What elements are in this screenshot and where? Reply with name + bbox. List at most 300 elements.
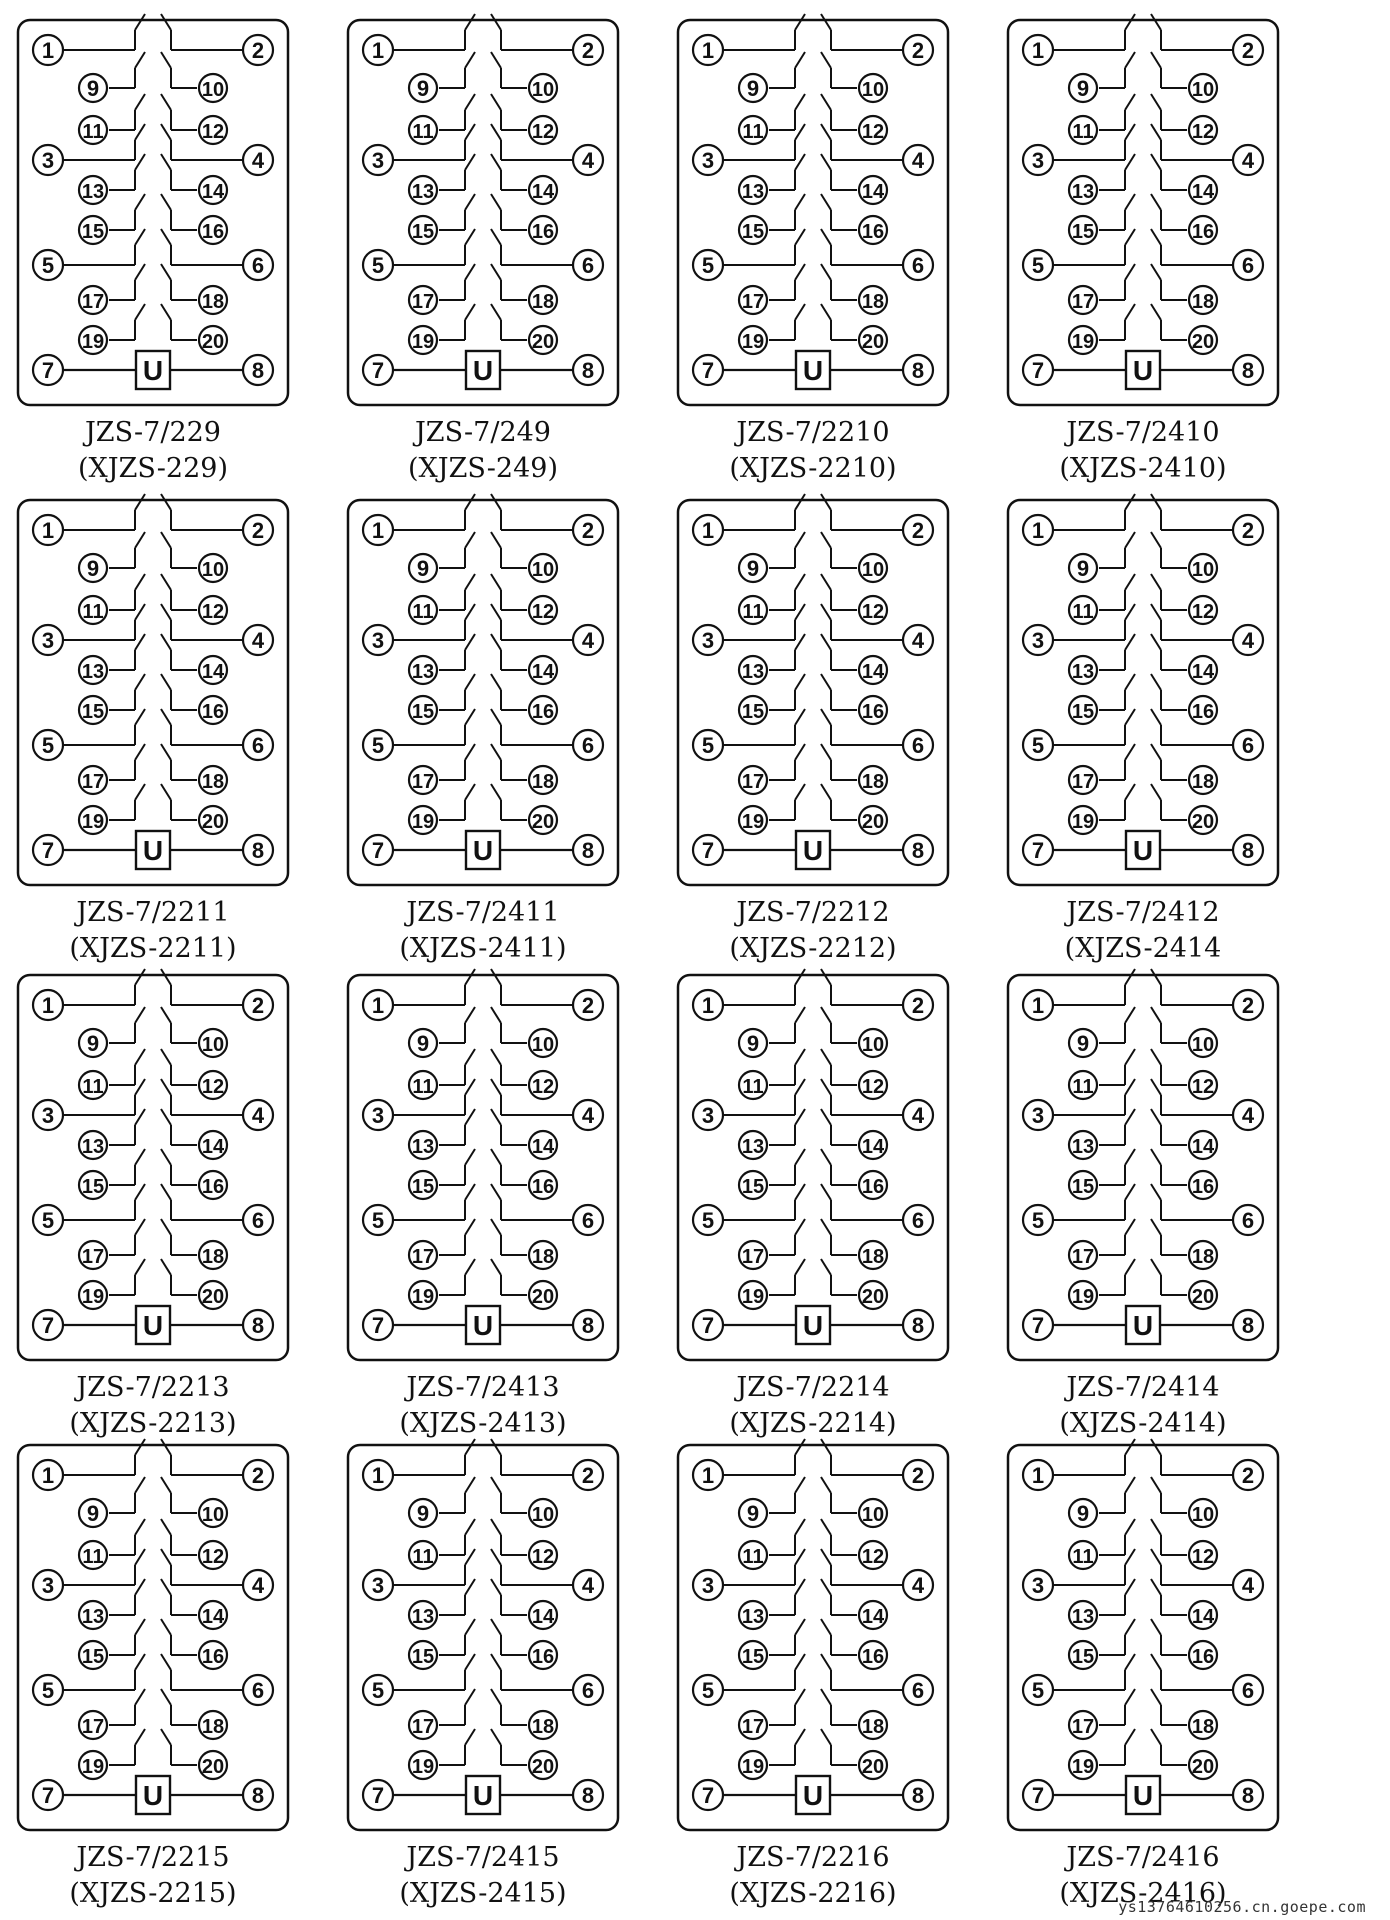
terminal-label: 17 bbox=[411, 1716, 435, 1738]
diagram-caption bbox=[333, 1840, 633, 1912]
terminal-label: 13 bbox=[411, 1606, 435, 1628]
terminal-label: 20 bbox=[201, 331, 225, 353]
terminal-7 bbox=[1023, 1310, 1053, 1340]
diagram-caption bbox=[993, 415, 1293, 487]
terminal-4 bbox=[1233, 1100, 1263, 1130]
terminal-label: 2 bbox=[581, 1463, 595, 1488]
terminal-2 bbox=[243, 515, 273, 545]
terminal-label: 4 bbox=[1241, 1103, 1255, 1128]
terminal-12 bbox=[859, 1071, 887, 1099]
diagram-caption bbox=[663, 895, 963, 967]
terminal-label: 19 bbox=[741, 1756, 765, 1778]
terminal-label: 17 bbox=[741, 291, 765, 313]
terminal-label: 3 bbox=[1031, 148, 1045, 173]
diagram-frame bbox=[18, 975, 288, 1360]
coil-box bbox=[136, 351, 170, 389]
terminal-18 bbox=[529, 766, 557, 794]
terminal-label: 12 bbox=[861, 121, 885, 143]
terminal-label: 20 bbox=[201, 811, 225, 833]
terminal-label: 20 bbox=[1191, 811, 1215, 833]
terminal-20 bbox=[199, 806, 227, 834]
terminal-label: 11 bbox=[412, 601, 434, 623]
diagram-caption bbox=[3, 895, 303, 967]
terminal-6 bbox=[573, 250, 603, 280]
terminal-label: 11 bbox=[1072, 601, 1094, 623]
terminal-4 bbox=[1233, 145, 1263, 175]
terminal-12 bbox=[859, 116, 887, 144]
terminal-17 bbox=[409, 1241, 437, 1269]
terminal-4 bbox=[243, 145, 273, 175]
terminal-label: 14 bbox=[861, 1606, 885, 1628]
terminal-label: 3 bbox=[41, 628, 55, 653]
terminal-label: 12 bbox=[201, 601, 225, 623]
terminal-15 bbox=[79, 216, 107, 244]
terminal-label: 5 bbox=[1031, 1208, 1045, 1233]
terminal-17 bbox=[1069, 286, 1097, 314]
terminal-label: 8 bbox=[911, 838, 925, 863]
terminal-14 bbox=[199, 176, 227, 204]
terminal-6 bbox=[1233, 250, 1263, 280]
terminal-label: 4 bbox=[581, 148, 595, 173]
relay-diagram bbox=[1008, 1439, 1278, 1830]
terminal-label: 17 bbox=[1071, 1246, 1095, 1268]
terminal-label: 19 bbox=[741, 331, 765, 353]
terminal-label: 4 bbox=[1241, 1573, 1255, 1598]
relay-diagram bbox=[678, 14, 948, 405]
terminal-16 bbox=[1189, 1171, 1217, 1199]
terminal-label: 16 bbox=[861, 1176, 885, 1198]
terminal-15 bbox=[739, 216, 767, 244]
terminal-2 bbox=[903, 990, 933, 1020]
terminal-20 bbox=[1189, 326, 1217, 354]
terminal-label: 17 bbox=[81, 1716, 105, 1738]
terminal-2 bbox=[1233, 35, 1263, 65]
terminal-15 bbox=[79, 1171, 107, 1199]
terminal-label: 19 bbox=[411, 1756, 435, 1778]
terminal-label: 15 bbox=[741, 1176, 765, 1198]
terminal-19 bbox=[739, 1281, 767, 1309]
terminal-10 bbox=[199, 1029, 227, 1057]
terminal-label: 9 bbox=[416, 1031, 430, 1056]
terminal-4 bbox=[903, 625, 933, 655]
terminal-label: 6 bbox=[1241, 1208, 1255, 1233]
coil-box bbox=[1126, 831, 1160, 869]
diagram-caption bbox=[993, 1370, 1293, 1442]
relay-diagram bbox=[18, 494, 288, 885]
terminal-18 bbox=[1189, 286, 1217, 314]
terminal-label: 7 bbox=[41, 358, 55, 383]
terminal-20 bbox=[1189, 1751, 1217, 1779]
terminal-1 bbox=[363, 515, 393, 545]
terminal-7 bbox=[363, 835, 393, 865]
diagram-frame bbox=[1008, 1445, 1278, 1830]
terminal-label: 9 bbox=[86, 76, 100, 101]
terminal-16 bbox=[859, 696, 887, 724]
terminal-label: 5 bbox=[41, 1208, 55, 1233]
terminal-19 bbox=[739, 806, 767, 834]
terminal-2 bbox=[573, 35, 603, 65]
terminal-7 bbox=[33, 1780, 63, 1810]
terminal-label: 12 bbox=[1191, 1076, 1215, 1098]
terminal-label: 15 bbox=[411, 701, 435, 723]
terminal-label: 19 bbox=[1071, 1756, 1095, 1778]
diagram-frame bbox=[18, 1445, 288, 1830]
terminal-label: 7 bbox=[371, 1783, 385, 1808]
terminal-label: 15 bbox=[411, 221, 435, 243]
terminal-label: 16 bbox=[201, 1176, 225, 1198]
coil-label: U bbox=[1132, 835, 1154, 866]
terminal-label: 17 bbox=[411, 771, 435, 793]
terminal-label: 18 bbox=[1191, 771, 1215, 793]
terminal-19 bbox=[79, 806, 107, 834]
terminal-1 bbox=[1023, 1460, 1053, 1490]
terminal-16 bbox=[529, 696, 557, 724]
model-name: JZS-7/2411 bbox=[406, 897, 560, 928]
terminal-label: 4 bbox=[911, 148, 925, 173]
terminal-6 bbox=[573, 1205, 603, 1235]
terminal-19 bbox=[1069, 806, 1097, 834]
model-name: JZS-7/2412 bbox=[1066, 897, 1220, 928]
terminal-label: 17 bbox=[741, 1246, 765, 1268]
terminal-label: 2 bbox=[1241, 1463, 1255, 1488]
terminal-label: 6 bbox=[251, 253, 265, 278]
terminal-8 bbox=[243, 1780, 273, 1810]
terminal-17 bbox=[739, 1241, 767, 1269]
terminal-label: 6 bbox=[1241, 253, 1255, 278]
diagram-frame bbox=[1008, 20, 1278, 405]
terminal-7 bbox=[363, 1310, 393, 1340]
terminal-label: 4 bbox=[581, 628, 595, 653]
terminal-10 bbox=[859, 554, 887, 582]
terminal-11 bbox=[409, 1071, 437, 1099]
terminal-11 bbox=[739, 116, 767, 144]
terminal-8 bbox=[903, 355, 933, 385]
terminal-18 bbox=[199, 766, 227, 794]
terminal-3 bbox=[33, 145, 63, 175]
terminal-label: 3 bbox=[1031, 628, 1045, 653]
terminal-17 bbox=[409, 1711, 437, 1739]
terminal-18 bbox=[199, 1241, 227, 1269]
terminal-label: 2 bbox=[1241, 38, 1255, 63]
model-name: JZS-7/229 bbox=[84, 417, 221, 448]
terminal-label: 13 bbox=[81, 1136, 105, 1158]
terminal-label: 13 bbox=[741, 661, 765, 683]
diagram-frame bbox=[18, 20, 288, 405]
alternate-model-name: (XJZS-2213) bbox=[69, 1408, 237, 1439]
terminal-label: 16 bbox=[201, 1646, 225, 1668]
terminal-18 bbox=[859, 1711, 887, 1739]
terminal-10 bbox=[1189, 1029, 1217, 1057]
terminal-label: 5 bbox=[41, 733, 55, 758]
terminal-label: 6 bbox=[251, 733, 265, 758]
terminal-label: 10 bbox=[531, 79, 555, 101]
terminal-label: 14 bbox=[201, 181, 225, 203]
alternate-model-name: (XJZS-2211) bbox=[69, 933, 237, 964]
terminal-label: 11 bbox=[82, 121, 104, 143]
terminal-13 bbox=[1069, 1131, 1097, 1159]
coil-label: U bbox=[802, 1780, 824, 1811]
terminal-17 bbox=[739, 766, 767, 794]
terminal-6 bbox=[1233, 1675, 1263, 1705]
terminal-5 bbox=[363, 730, 393, 760]
terminal-label: 15 bbox=[741, 1646, 765, 1668]
terminal-4 bbox=[573, 625, 603, 655]
terminal-label: 14 bbox=[201, 661, 225, 683]
terminal-label: 8 bbox=[1241, 838, 1255, 863]
terminal-11 bbox=[79, 596, 107, 624]
terminal-14 bbox=[1189, 1601, 1217, 1629]
terminal-11 bbox=[1069, 1541, 1097, 1569]
terminal-label: 18 bbox=[861, 1716, 885, 1738]
terminal-label: 10 bbox=[531, 1034, 555, 1056]
terminal-16 bbox=[199, 696, 227, 724]
diagram-caption bbox=[333, 415, 633, 487]
terminal-label: 7 bbox=[371, 838, 385, 863]
relay-diagram bbox=[348, 494, 618, 885]
terminal-label: 13 bbox=[741, 1136, 765, 1158]
coil-label: U bbox=[1132, 1780, 1154, 1811]
alternate-model-name: (XJZS-2414 bbox=[1064, 933, 1222, 964]
terminal-13 bbox=[79, 1601, 107, 1629]
terminal-label: 5 bbox=[1031, 733, 1045, 758]
terminal-label: 19 bbox=[81, 1286, 105, 1308]
model-name: JZS-7/2414 bbox=[1066, 1372, 1220, 1403]
terminal-16 bbox=[199, 1641, 227, 1669]
terminal-label: 6 bbox=[581, 253, 595, 278]
diagram-caption bbox=[3, 1370, 303, 1442]
terminal-label: 17 bbox=[1071, 771, 1095, 793]
terminal-label: 18 bbox=[1191, 1246, 1215, 1268]
relay-diagram bbox=[678, 969, 948, 1360]
diagram-frame bbox=[348, 20, 618, 405]
model-name: JZS-7/2210 bbox=[736, 417, 890, 448]
diagram-frame bbox=[678, 1445, 948, 1830]
terminal-label: 13 bbox=[1071, 661, 1095, 683]
terminal-9 bbox=[1069, 1499, 1097, 1527]
terminal-label: 3 bbox=[701, 628, 715, 653]
terminal-1 bbox=[363, 35, 393, 65]
terminal-label: 1 bbox=[371, 518, 385, 543]
terminal-19 bbox=[739, 1751, 767, 1779]
terminal-label: 13 bbox=[81, 181, 105, 203]
terminal-label: 6 bbox=[911, 253, 925, 278]
terminal-18 bbox=[859, 1241, 887, 1269]
terminal-label: 16 bbox=[531, 1176, 555, 1198]
terminal-3 bbox=[693, 1100, 723, 1130]
terminal-8 bbox=[903, 1780, 933, 1810]
terminal-13 bbox=[1069, 176, 1097, 204]
terminal-label: 8 bbox=[581, 1783, 595, 1808]
terminal-label: 9 bbox=[86, 1501, 100, 1526]
terminal-label: 12 bbox=[1191, 601, 1215, 623]
terminal-8 bbox=[903, 835, 933, 865]
terminal-label: 4 bbox=[911, 1103, 925, 1128]
terminal-label: 17 bbox=[81, 1246, 105, 1268]
terminal-label: 1 bbox=[41, 518, 55, 543]
terminal-label: 13 bbox=[81, 1606, 105, 1628]
terminal-1 bbox=[693, 35, 723, 65]
terminal-label: 13 bbox=[1071, 181, 1095, 203]
terminal-4 bbox=[573, 1100, 603, 1130]
alternate-model-name: (XJZS-2414) bbox=[1059, 1408, 1227, 1439]
coil-label: U bbox=[142, 355, 164, 386]
diagram-caption bbox=[663, 415, 963, 487]
terminal-12 bbox=[1189, 596, 1217, 624]
terminal-8 bbox=[573, 835, 603, 865]
terminal-16 bbox=[199, 216, 227, 244]
terminal-20 bbox=[1189, 1281, 1217, 1309]
terminal-16 bbox=[529, 1171, 557, 1199]
terminal-14 bbox=[859, 1601, 887, 1629]
terminal-4 bbox=[243, 1100, 273, 1130]
terminal-9 bbox=[1069, 1029, 1097, 1057]
terminal-label: 13 bbox=[741, 1606, 765, 1628]
terminal-label: 19 bbox=[81, 331, 105, 353]
coil-box bbox=[796, 831, 830, 869]
terminal-label: 9 bbox=[746, 556, 760, 581]
terminal-2 bbox=[243, 35, 273, 65]
terminal-label: 12 bbox=[531, 601, 555, 623]
terminal-label: 14 bbox=[1191, 661, 1215, 683]
terminal-18 bbox=[1189, 1241, 1217, 1269]
terminal-label: 20 bbox=[1191, 1756, 1215, 1778]
terminal-label: 18 bbox=[531, 1246, 555, 1268]
terminal-label: 5 bbox=[701, 1678, 715, 1703]
terminal-label: 15 bbox=[81, 221, 105, 243]
terminal-8 bbox=[573, 1310, 603, 1340]
terminal-20 bbox=[199, 326, 227, 354]
terminal-label: 15 bbox=[741, 701, 765, 723]
coil-label: U bbox=[142, 835, 164, 866]
terminal-label: 2 bbox=[1241, 518, 1255, 543]
terminal-label: 18 bbox=[531, 1716, 555, 1738]
terminal-label: 3 bbox=[41, 1573, 55, 1598]
terminal-15 bbox=[1069, 216, 1097, 244]
terminal-9 bbox=[409, 554, 437, 582]
terminal-20 bbox=[859, 326, 887, 354]
terminal-label: 16 bbox=[1191, 1646, 1215, 1668]
terminal-1 bbox=[363, 990, 393, 1020]
terminal-label: 2 bbox=[911, 1463, 925, 1488]
terminal-3 bbox=[693, 625, 723, 655]
terminal-label: 8 bbox=[581, 838, 595, 863]
terminal-13 bbox=[739, 656, 767, 684]
model-name: JZS-7/2214 bbox=[736, 1372, 890, 1403]
terminal-label: 11 bbox=[1072, 1546, 1094, 1568]
terminal-label: 10 bbox=[201, 1504, 225, 1526]
relay-diagram bbox=[18, 1439, 288, 1830]
terminal-label: 17 bbox=[1071, 1716, 1095, 1738]
terminal-label: 19 bbox=[1071, 811, 1095, 833]
terminal-4 bbox=[903, 1100, 933, 1130]
terminal-16 bbox=[199, 1171, 227, 1199]
terminal-5 bbox=[1023, 250, 1053, 280]
terminal-5 bbox=[1023, 1205, 1053, 1235]
terminal-label: 11 bbox=[82, 1546, 104, 1568]
terminal-13 bbox=[79, 1131, 107, 1159]
relay-diagram bbox=[348, 14, 618, 405]
terminal-14 bbox=[859, 656, 887, 684]
terminal-label: 3 bbox=[1031, 1573, 1045, 1598]
terminal-19 bbox=[1069, 1751, 1097, 1779]
terminal-15 bbox=[79, 1641, 107, 1669]
terminal-label: 4 bbox=[1241, 628, 1255, 653]
terminal-9 bbox=[1069, 554, 1097, 582]
terminal-label: 7 bbox=[41, 1783, 55, 1808]
coil-box bbox=[796, 1776, 830, 1814]
terminal-label: 17 bbox=[81, 771, 105, 793]
terminal-11 bbox=[79, 1541, 107, 1569]
terminal-label: 11 bbox=[742, 601, 764, 623]
terminal-label: 1 bbox=[41, 1463, 55, 1488]
terminal-label: 9 bbox=[746, 1501, 760, 1526]
terminal-18 bbox=[529, 1711, 557, 1739]
terminal-5 bbox=[33, 730, 63, 760]
coil-box bbox=[796, 1306, 830, 1344]
terminal-label: 20 bbox=[531, 1756, 555, 1778]
terminal-label: 16 bbox=[861, 221, 885, 243]
terminal-label: 11 bbox=[742, 1076, 764, 1098]
terminal-10 bbox=[529, 1499, 557, 1527]
relay-diagram bbox=[678, 1439, 948, 1830]
terminal-label: 16 bbox=[531, 701, 555, 723]
model-name: JZS-7/249 bbox=[414, 417, 551, 448]
terminal-label: 8 bbox=[251, 838, 265, 863]
terminal-5 bbox=[693, 1675, 723, 1705]
terminal-17 bbox=[79, 1711, 107, 1739]
terminal-16 bbox=[859, 216, 887, 244]
terminal-18 bbox=[1189, 1711, 1217, 1739]
terminal-1 bbox=[33, 990, 63, 1020]
coil-label: U bbox=[802, 1310, 824, 1341]
terminal-9 bbox=[79, 1029, 107, 1057]
terminal-18 bbox=[1189, 766, 1217, 794]
terminal-6 bbox=[573, 730, 603, 760]
terminal-label: 16 bbox=[1191, 221, 1215, 243]
terminal-label: 11 bbox=[1072, 1076, 1094, 1098]
terminal-3 bbox=[1023, 1100, 1053, 1130]
coil-box bbox=[466, 351, 500, 389]
terminal-18 bbox=[529, 286, 557, 314]
terminal-label: 17 bbox=[1071, 291, 1095, 313]
terminal-15 bbox=[739, 1641, 767, 1669]
terminal-label: 15 bbox=[411, 1176, 435, 1198]
alternate-model-name: (XJZS-2216) bbox=[729, 1878, 897, 1909]
terminal-label: 6 bbox=[581, 1208, 595, 1233]
terminal-16 bbox=[859, 1641, 887, 1669]
terminal-label: 14 bbox=[531, 661, 555, 683]
terminal-label: 12 bbox=[201, 1076, 225, 1098]
terminal-9 bbox=[79, 74, 107, 102]
terminal-8 bbox=[573, 1780, 603, 1810]
terminal-label: 5 bbox=[41, 1678, 55, 1703]
terminal-5 bbox=[33, 1205, 63, 1235]
terminal-label: 8 bbox=[1241, 358, 1255, 383]
terminal-label: 3 bbox=[371, 628, 385, 653]
alternate-model-name: (XJZS-2411) bbox=[399, 933, 567, 964]
terminal-8 bbox=[573, 355, 603, 385]
terminal-19 bbox=[409, 326, 437, 354]
terminal-10 bbox=[1189, 74, 1217, 102]
terminal-20 bbox=[1189, 806, 1217, 834]
terminal-label: 4 bbox=[251, 628, 265, 653]
terminal-label: 14 bbox=[531, 1606, 555, 1628]
terminal-label: 2 bbox=[581, 518, 595, 543]
terminal-label: 19 bbox=[411, 811, 435, 833]
terminal-6 bbox=[903, 730, 933, 760]
terminal-label: 10 bbox=[1191, 1504, 1215, 1526]
terminal-label: 3 bbox=[701, 148, 715, 173]
